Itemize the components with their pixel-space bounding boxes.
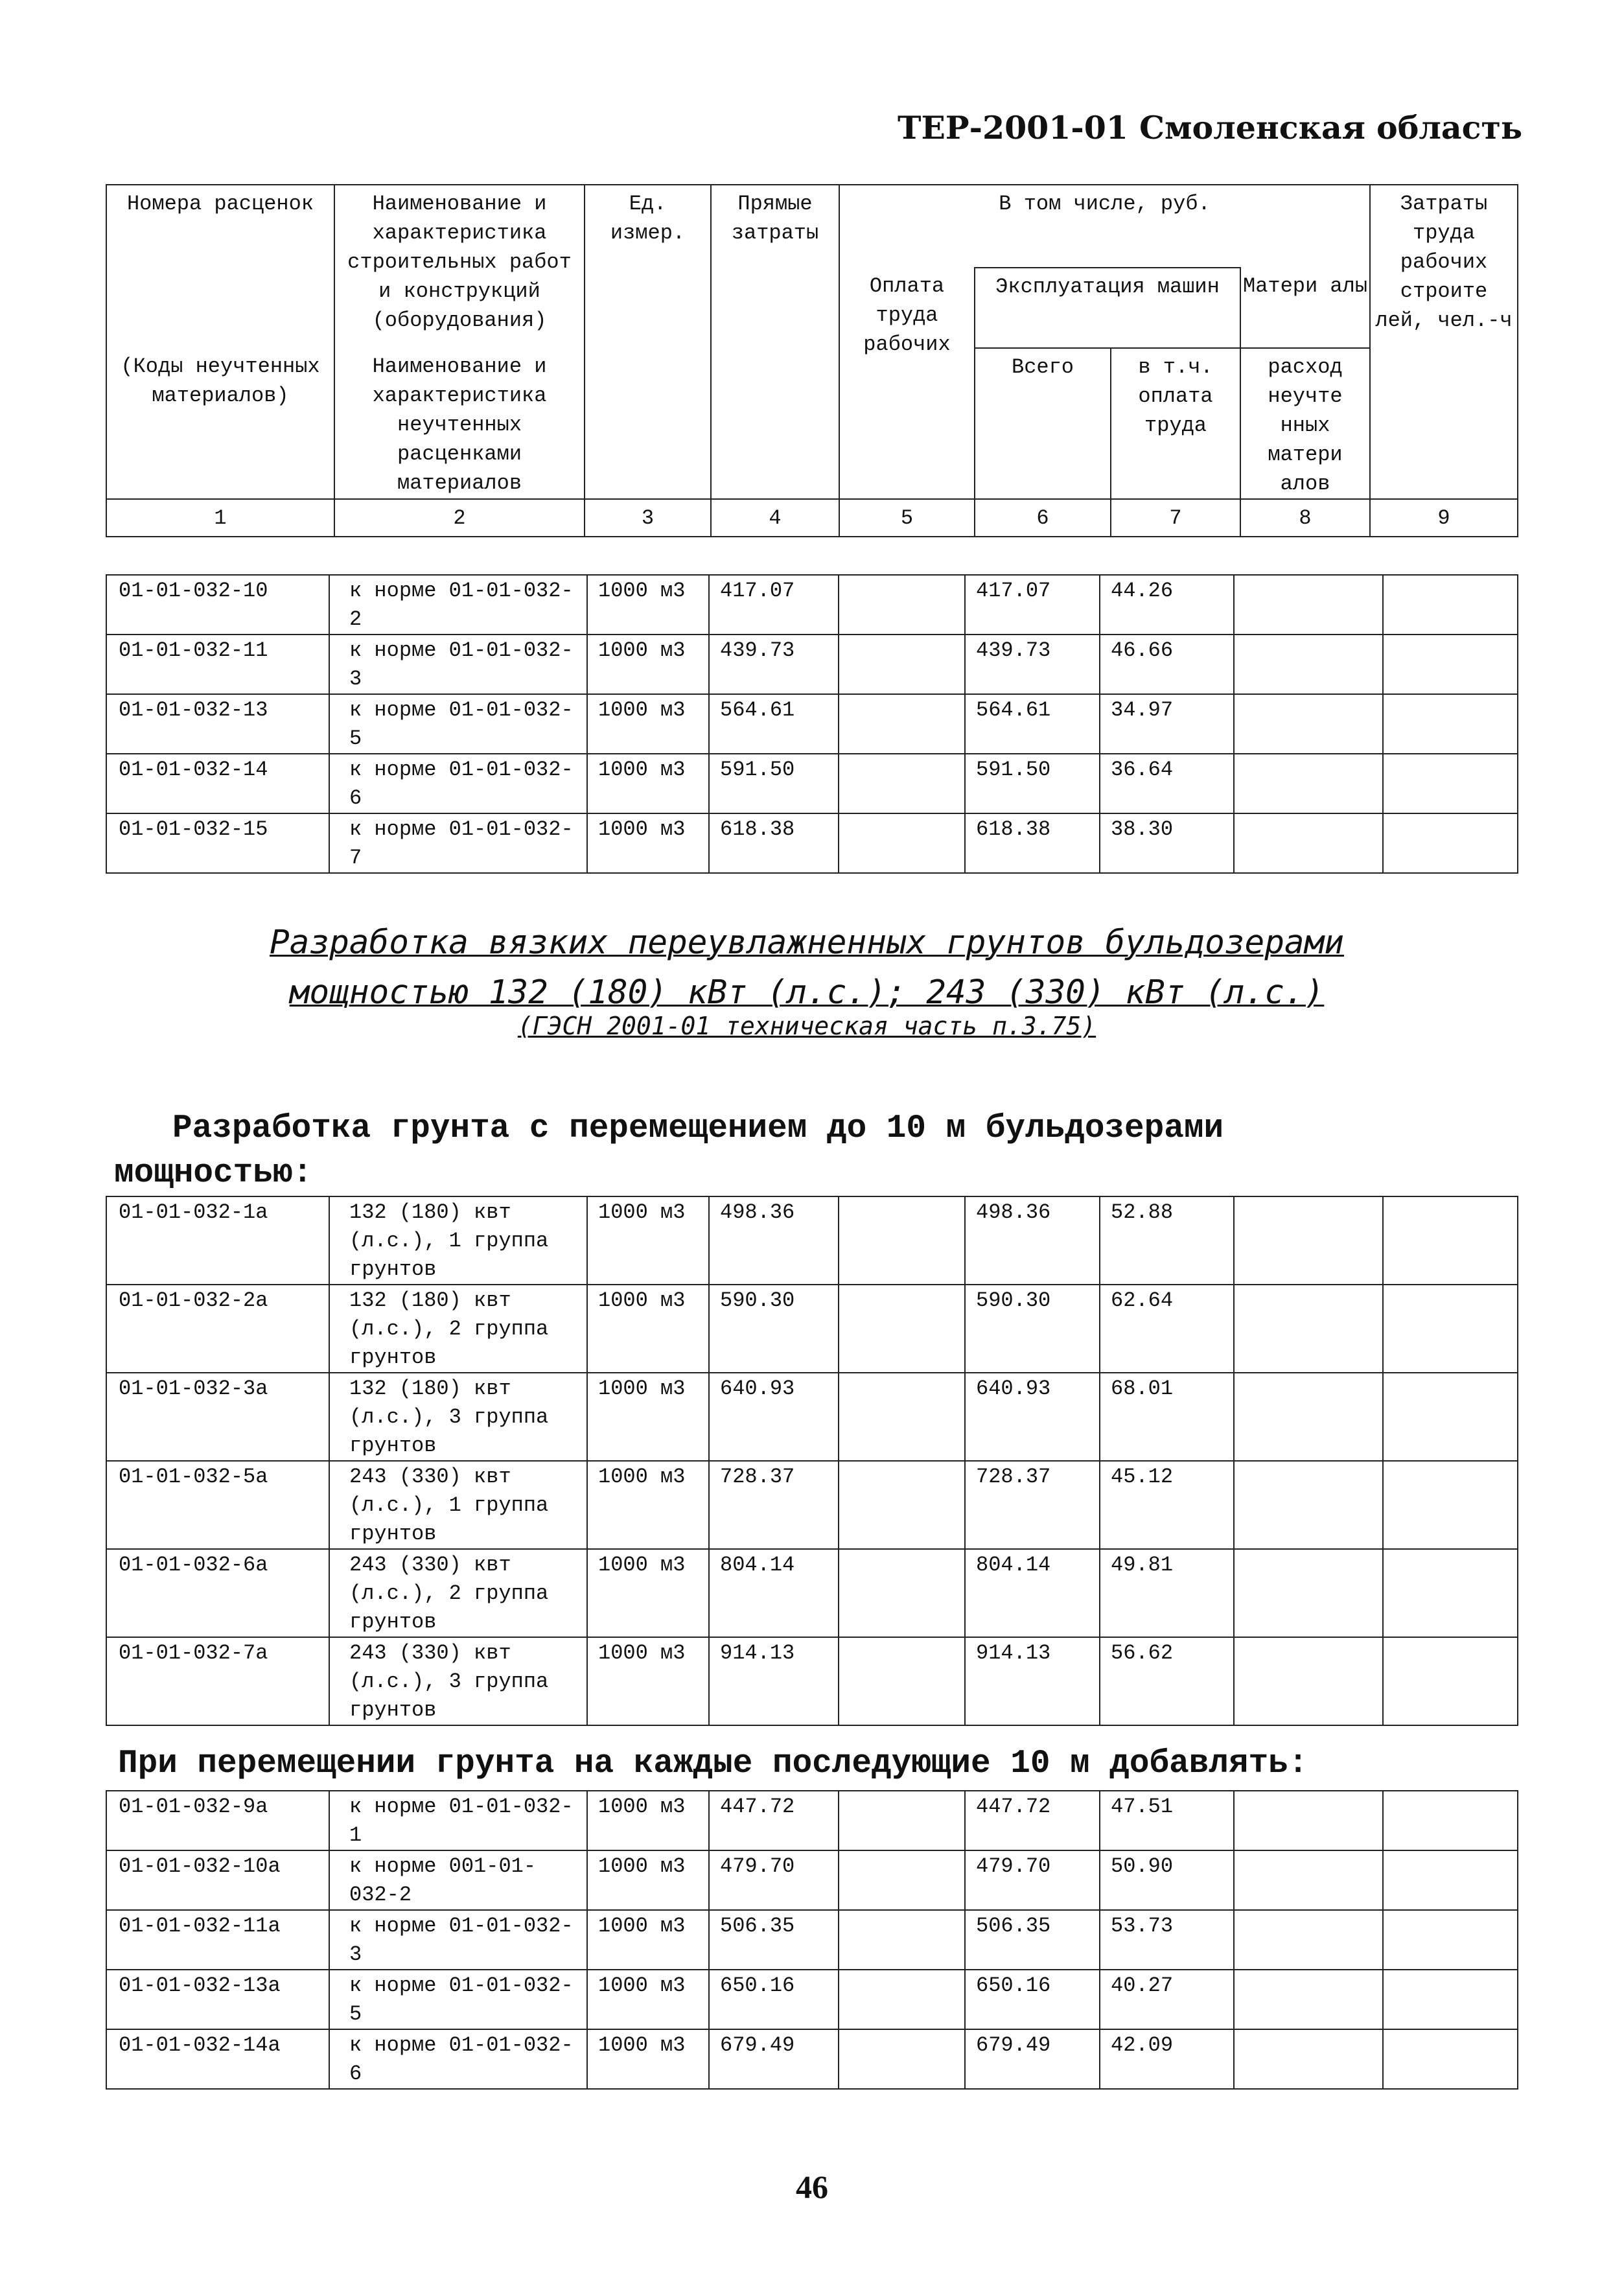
row-code: 01-01-032-6а <box>106 1549 329 1637</box>
row-labor-hours <box>1383 1970 1518 2029</box>
header-col-number: 1 <box>106 499 334 537</box>
row-unit: 1000 м3 <box>587 1910 709 1970</box>
row-unit: 1000 м3 <box>587 1850 709 1910</box>
header-col-number: 2 <box>334 499 585 537</box>
row-machines-total: 679.49 <box>965 2029 1100 2089</box>
header-col-number: 7 <box>1111 499 1240 537</box>
row-unit: 1000 м3 <box>587 635 709 694</box>
row-machines-total: 479.70 <box>965 1850 1100 1910</box>
row-work-name: 132 (180) квт (л.с.), 1 группа грунтов <box>329 1196 587 1285</box>
row-machine-labor: 42.09 <box>1100 2029 1234 2089</box>
row-machine-labor: 47.51 <box>1100 1791 1234 1850</box>
row-code: 01-01-032-13а <box>106 1970 329 2029</box>
row-code: 01-01-032-13 <box>106 694 329 754</box>
row-code: 01-01-032-9а <box>106 1791 329 1850</box>
row-work-name: к норме 01-01-032-6 <box>329 754 587 813</box>
row-direct-costs: 914.13 <box>709 1637 839 1725</box>
row-worker-pay <box>839 1637 965 1725</box>
row-labor-hours <box>1383 1910 1518 1970</box>
row-machine-labor: 40.27 <box>1100 1970 1234 2029</box>
row-machine-labor: 53.73 <box>1100 1910 1234 1970</box>
row-machines-total: 498.36 <box>965 1196 1100 1285</box>
subsection-title-1: Разработка грунта с перемещением до 10 м бульдозерами <box>172 1110 1224 1147</box>
row-worker-pay <box>839 1461 965 1549</box>
row-machine-labor: 36.64 <box>1100 754 1234 813</box>
header-unit: Ед. измер. <box>585 185 711 499</box>
rates-table-3 <box>106 1790 1518 2090</box>
row-materials <box>1234 754 1383 813</box>
section-title-line-1: Разработка вязких переувлажненных грунтов бульдозерами <box>269 924 1345 962</box>
row-work-name: к норме 01-01-032-5 <box>329 1970 587 2029</box>
document-title: ТЕР-2001-01 Смоленская область <box>898 109 1523 146</box>
row-worker-pay <box>839 1549 965 1637</box>
row-worker-pay <box>839 813 965 873</box>
row-direct-costs: 506.35 <box>709 1910 839 1970</box>
row-labor-hours <box>1383 694 1518 754</box>
row-labor-hours <box>1383 1285 1518 1373</box>
header-work-name: Наименование и характеристика строительных работ и конструкций (оборудования) <box>334 185 585 348</box>
row-worker-pay <box>839 575 965 635</box>
row-machines-total: 417.07 <box>965 575 1100 635</box>
row-unit: 1000 м3 <box>587 1196 709 1285</box>
row-materials <box>1234 1910 1383 1970</box>
column-header-table <box>106 184 1518 537</box>
row-machines-total: 506.35 <box>965 1910 1100 1970</box>
row-direct-costs: 439.73 <box>709 635 839 694</box>
row-materials <box>1234 1549 1383 1637</box>
row-labor-hours <box>1383 1791 1518 1850</box>
row-materials <box>1234 1970 1383 2029</box>
row-worker-pay <box>839 2029 965 2089</box>
row-direct-costs: 640.93 <box>709 1373 839 1461</box>
header-materials: Матери алы <box>1240 268 1370 348</box>
row-code: 01-01-032-14 <box>106 754 329 813</box>
row-machine-labor: 44.26 <box>1100 575 1234 635</box>
row-machine-labor: 45.12 <box>1100 1461 1234 1549</box>
row-machines-total: 447.72 <box>965 1791 1100 1850</box>
header-material-names: Наименование и характеристика неучтенных расценками материалов <box>334 348 585 499</box>
row-code: 01-01-032-3а <box>106 1373 329 1461</box>
row-code: 01-01-032-11 <box>106 635 329 694</box>
row-work-name: 243 (330) квт (л.с.), 2 группа грунтов <box>329 1549 587 1637</box>
row-materials <box>1234 1373 1383 1461</box>
row-machine-labor: 49.81 <box>1100 1549 1234 1637</box>
row-work-name: к норме 01-01-032-3 <box>329 1910 587 1970</box>
row-machine-labor: 56.62 <box>1100 1637 1234 1725</box>
header-rate-number: Номера расценок <box>106 185 334 348</box>
header-including-group: В том числе, руб. <box>839 185 1370 268</box>
table-row <box>106 754 1518 813</box>
row-unit: 1000 м3 <box>587 1791 709 1850</box>
row-direct-costs: 479.70 <box>709 1850 839 1910</box>
header-col-number: 6 <box>975 499 1111 537</box>
header-col-number: 9 <box>1370 499 1518 537</box>
row-direct-costs: 591.50 <box>709 754 839 813</box>
table-row <box>106 1791 1518 1850</box>
row-unit: 1000 м3 <box>587 1461 709 1549</box>
row-direct-costs: 564.61 <box>709 694 839 754</box>
row-labor-hours <box>1383 1850 1518 1910</box>
row-materials <box>1234 1196 1383 1285</box>
row-worker-pay <box>839 1970 965 2029</box>
row-labor-hours <box>1383 575 1518 635</box>
row-direct-costs: 728.37 <box>709 1461 839 1549</box>
row-unit: 1000 м3 <box>587 694 709 754</box>
row-machine-labor: 34.97 <box>1100 694 1234 754</box>
row-direct-costs: 417.07 <box>709 575 839 635</box>
row-worker-pay <box>839 1285 965 1373</box>
row-labor-hours <box>1383 635 1518 694</box>
subsection-title-2: При перемещении грунта на каждые последующие 10 м добавлять: <box>118 1745 1308 1782</box>
row-unit: 1000 м3 <box>587 2029 709 2089</box>
row-machines-total: 914.13 <box>965 1637 1100 1725</box>
row-work-name: к норме 01-01-032-2 <box>329 575 587 635</box>
row-machine-labor: 68.01 <box>1100 1373 1234 1461</box>
row-unit: 1000 м3 <box>587 1970 709 2029</box>
row-labor-hours <box>1383 1549 1518 1637</box>
row-code: 01-01-032-10 <box>106 575 329 635</box>
row-materials <box>1234 694 1383 754</box>
row-unit: 1000 м3 <box>587 813 709 873</box>
row-direct-costs: 498.36 <box>709 1196 839 1285</box>
header-machines-total: Всего <box>975 348 1111 499</box>
row-materials <box>1234 1791 1383 1850</box>
header-material-codes: (Коды неучтенных материалов) <box>106 348 334 499</box>
row-worker-pay <box>839 1910 965 1970</box>
row-machine-labor: 62.64 <box>1100 1285 1234 1373</box>
header-worker-pay: Оплата труда рабочих <box>839 268 975 499</box>
row-machine-labor: 38.30 <box>1100 813 1234 873</box>
row-code: 01-01-032-5а <box>106 1461 329 1549</box>
row-code: 01-01-032-1а <box>106 1196 329 1285</box>
row-unit: 1000 м3 <box>587 1373 709 1461</box>
row-work-name: к норме 01-01-032-1 <box>329 1791 587 1850</box>
rates-table-2 <box>106 1196 1518 1726</box>
row-materials <box>1234 1285 1383 1373</box>
row-machines-total: 650.16 <box>965 1970 1100 2029</box>
row-labor-hours <box>1383 754 1518 813</box>
header-machine-labor: в т.ч. оплата труда <box>1111 348 1240 499</box>
header-direct-costs: Прямые затраты <box>711 185 839 499</box>
row-materials <box>1234 2029 1383 2089</box>
table-row <box>106 694 1518 754</box>
table-row <box>106 635 1518 694</box>
row-direct-costs: 804.14 <box>709 1549 839 1637</box>
row-machines-total: 804.14 <box>965 1549 1100 1637</box>
row-work-name: 132 (180) квт (л.с.), 3 группа грунтов <box>329 1373 587 1461</box>
row-code: 01-01-032-15 <box>106 813 329 873</box>
row-work-name: к норме 01-01-032-6 <box>329 2029 587 2089</box>
header-col-number: 4 <box>711 499 839 537</box>
table-row <box>106 1285 1518 1373</box>
row-worker-pay <box>839 694 965 754</box>
row-machines-total: 618.38 <box>965 813 1100 873</box>
row-materials <box>1234 1461 1383 1549</box>
header-col-number: 3 <box>585 499 711 537</box>
row-labor-hours <box>1383 1196 1518 1285</box>
row-machines-total: 564.61 <box>965 694 1100 754</box>
row-worker-pay <box>839 635 965 694</box>
row-labor-hours <box>1383 1373 1518 1461</box>
row-worker-pay <box>839 1196 965 1285</box>
row-code: 01-01-032-2а <box>106 1285 329 1373</box>
header-labor-hours: Затраты труда рабочих строите лей, чел.-ч <box>1370 185 1518 499</box>
row-machines-total: 590.30 <box>965 1285 1100 1373</box>
row-materials <box>1234 1637 1383 1725</box>
row-work-name: 132 (180) квт (л.с.), 2 группа грунтов <box>329 1285 587 1373</box>
row-machines-total: 439.73 <box>965 635 1100 694</box>
row-worker-pay <box>839 1850 965 1910</box>
table-row <box>106 1461 1518 1549</box>
row-worker-pay <box>839 754 965 813</box>
rates-table-1 <box>106 574 1518 874</box>
row-work-name: к норме 01-01-032-7 <box>329 813 587 873</box>
row-direct-costs: 590.30 <box>709 1285 839 1373</box>
table-row <box>106 575 1518 635</box>
row-work-name: 243 (330) квт (л.с.), 1 группа грунтов <box>329 1461 587 1549</box>
header-col-number: 5 <box>839 499 975 537</box>
row-unit: 1000 м3 <box>587 754 709 813</box>
row-code: 01-01-032-7а <box>106 1637 329 1725</box>
row-materials <box>1234 575 1383 635</box>
row-labor-hours <box>1383 1637 1518 1725</box>
section-title-reference: (ГЭСН 2001-01 техническая часть п.3.75) <box>517 1012 1096 1040</box>
row-worker-pay <box>839 1791 965 1850</box>
header-unaccounted-materials: расход неучте нных матери алов <box>1240 348 1370 499</box>
row-code: 01-01-032-10а <box>106 1850 329 1910</box>
row-code: 01-01-032-14а <box>106 2029 329 2089</box>
row-materials <box>1234 635 1383 694</box>
header-machine-operation: Эксплуатация машин <box>975 268 1240 348</box>
row-direct-costs: 679.49 <box>709 2029 839 2089</box>
row-labor-hours <box>1383 1461 1518 1549</box>
table-row <box>106 1850 1518 1910</box>
table-row <box>106 2029 1518 2089</box>
table-row <box>106 813 1518 873</box>
row-labor-hours <box>1383 2029 1518 2089</box>
row-work-name: к норме 001-01-032-2 <box>329 1850 587 1910</box>
row-work-name: к норме 01-01-032-5 <box>329 694 587 754</box>
row-machines-total: 728.37 <box>965 1461 1100 1549</box>
table-row <box>106 1637 1518 1725</box>
header-col-number: 8 <box>1240 499 1370 537</box>
row-unit: 1000 м3 <box>587 1285 709 1373</box>
row-code: 01-01-032-11а <box>106 1910 329 1970</box>
row-materials <box>1234 813 1383 873</box>
row-materials <box>1234 1850 1383 1910</box>
row-direct-costs: 447.72 <box>709 1791 839 1850</box>
row-machine-labor: 52.88 <box>1100 1196 1234 1285</box>
row-unit: 1000 м3 <box>587 1549 709 1637</box>
row-worker-pay <box>839 1373 965 1461</box>
row-work-name: к норме 01-01-032-3 <box>329 635 587 694</box>
row-machine-labor: 46.66 <box>1100 635 1234 694</box>
section-title-line-2: мощностью 132 (180) кВт (л.с.); 243 (330) кВт (л.с.) <box>289 973 1325 1012</box>
table-row <box>106 1910 1518 1970</box>
row-direct-costs: 650.16 <box>709 1970 839 2029</box>
page-number: 46 <box>796 2169 828 2205</box>
row-work-name: 243 (330) квт (л.с.), 3 группа грунтов <box>329 1637 587 1725</box>
row-machines-total: 591.50 <box>965 754 1100 813</box>
row-unit: 1000 м3 <box>587 1637 709 1725</box>
table-row <box>106 1196 1518 1285</box>
table-row <box>106 1970 1518 2029</box>
subsection-title-1-continued: мощностью: <box>114 1155 313 1192</box>
table-row <box>106 1373 1518 1461</box>
row-machine-labor: 50.90 <box>1100 1850 1234 1910</box>
row-unit: 1000 м3 <box>587 575 709 635</box>
table-row <box>106 1549 1518 1637</box>
row-direct-costs: 618.38 <box>709 813 839 873</box>
row-labor-hours <box>1383 813 1518 873</box>
row-machines-total: 640.93 <box>965 1373 1100 1461</box>
